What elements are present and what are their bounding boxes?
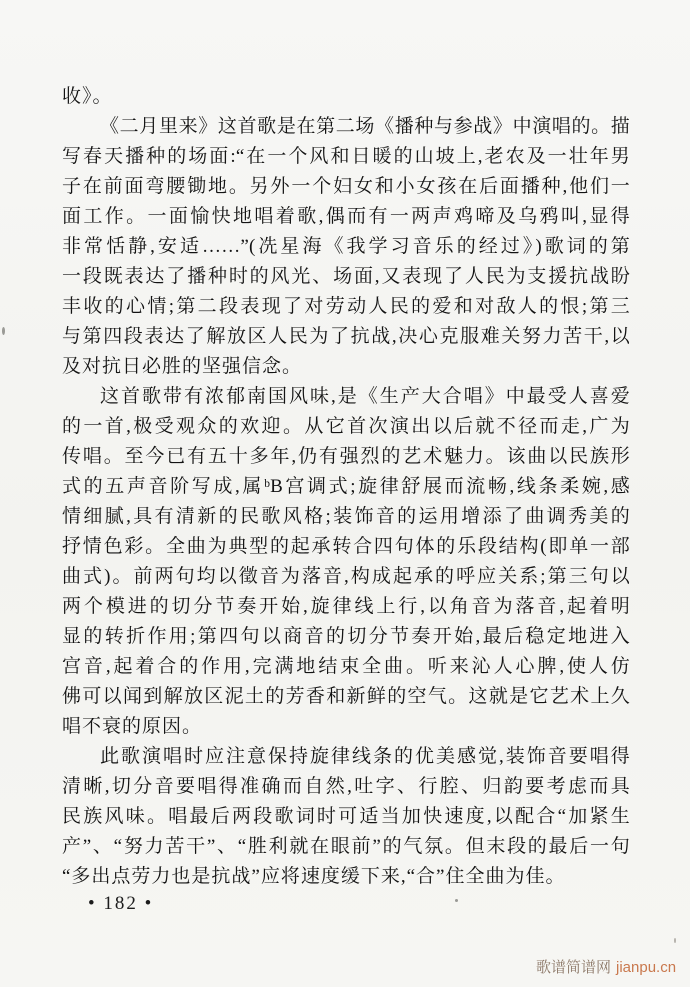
text-line: 丰收的心情;第二段表现了对劳动人民的爱和对敌人的恨;第三 — [62, 296, 630, 317]
scan-speckle — [674, 938, 676, 943]
text-line: 唱不衰的原因。 — [62, 716, 203, 737]
text-line: 《二月里来》这首歌是在第二场《播种与参战》中演唱的。描 — [100, 116, 630, 137]
text-line: 的一首,极受观众的欢迎。从它首次演出以后就不径而走,广为 — [62, 416, 630, 437]
scan-speckle — [455, 899, 458, 902]
text-line: 两个模进的切分节奏开始,旋律线上行,以角音为落音,起着明 — [62, 596, 630, 617]
text-line: 显的转折作用;第四句以商音的切分节奏开始,最后稳定地进入 — [62, 626, 630, 647]
text-line: 传唱。至今已有五十多年,仍有强烈的艺术魅力。该曲以民族形 — [62, 446, 630, 467]
text-line: 子在前面弯腰锄地。另外一个妇女和小女孩在后面播种,他们一 — [62, 176, 630, 197]
text-line: 情细腻,具有清新的民歌风格;装饰音的运用增添了曲调秀美的 — [62, 506, 630, 527]
page-number: • 182 • — [88, 893, 154, 914]
text-line: 一段既表达了播种时的风光、场面,又表现了人民为支援抗战盼 — [62, 266, 630, 287]
text-line: 此歌演唱时应注意保持旋律线条的优美感觉,装饰音要唱得 — [100, 746, 630, 767]
text-line: 曲式)。前两句均以徵音为落音,构成起承的呼应关系;第三句以 — [62, 566, 630, 587]
text-line: 及对抗日必胜的坚强信念。 — [62, 356, 303, 377]
text-line: 式的五声音阶写成,属ᵇB宫调式;旋律舒展而流畅,线条柔婉,感 — [62, 476, 630, 497]
text-line: 清晰,切分音要唱得准确而自然,吐字、行腔、归韵要考虑而具 — [62, 776, 630, 797]
text-line: 产”、“努力苦干”、“胜利就在眼前”的气氛。但末段的最后一句 — [62, 836, 630, 857]
watermark-site-name: 歌谱简谱网 — [536, 959, 612, 976]
text-line: 民族风味。唱最后两段歌词时可适当加快速度,以配合“加紧生 — [62, 806, 630, 827]
text-line: 非常恬静,安适……”(冼星海《我学习音乐的经过》)歌词的第 — [62, 236, 630, 257]
text-block — [62, 82, 630, 892]
text-line: 抒情色彩。全曲为典型的起承转合四句体的乐段结构(即单一部 — [62, 536, 630, 557]
watermark-url: jianpu.cn — [616, 959, 677, 976]
text-line: 宫音,起着合的作用,完满地结束全曲。听来沁人心脾,使人仿 — [62, 656, 630, 677]
text-line: 收》。 — [62, 86, 113, 107]
watermark — [536, 956, 676, 977]
text-line: 佛可以闻到解放区泥土的芳香和新鲜的空气。这就是它艺术上久 — [62, 686, 630, 707]
scan-speckle — [2, 327, 5, 335]
text-line: 这首歌带有浓郁南国风味,是《生产大合唱》中最受人喜爱 — [100, 386, 630, 407]
text-line: 与第四段表达了解放区人民为了抗战,决心克服难关努力苦干,以 — [62, 326, 630, 347]
text-line: 写春天播种的场面:“在一个风和日暖的山坡上,老农及一壮年男 — [62, 146, 630, 167]
text-line: “多出点劳力也是抗战”应将速度缓下来,“合”住全曲为佳。 — [62, 866, 566, 887]
text-line: 面工作。一面愉快地唱着歌,偶而有一两声鸡啼及乌鸦叫,显得 — [62, 206, 630, 227]
